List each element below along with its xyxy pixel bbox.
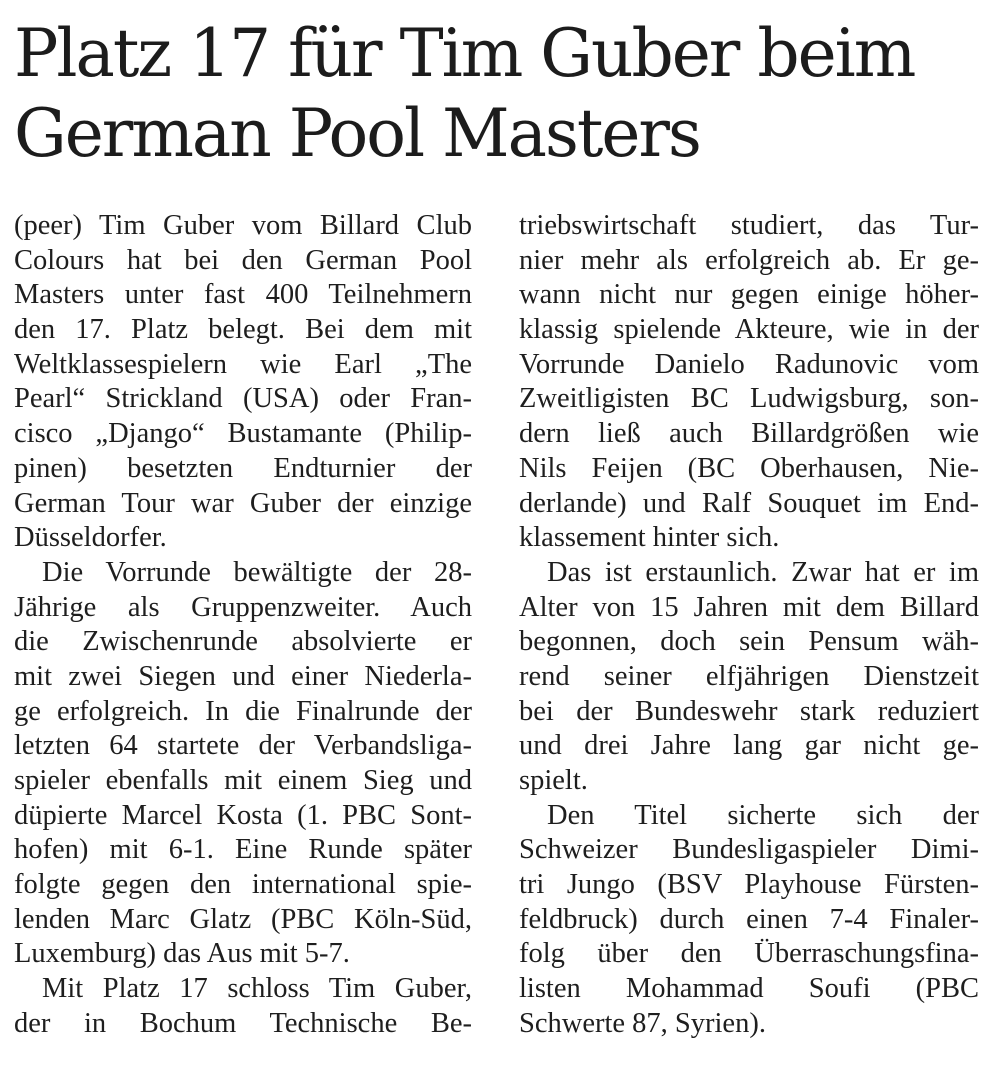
- text-line: Colours hat bei den German Pool: [14, 244, 472, 276]
- headline-line-2: German Pool Masters: [14, 95, 700, 172]
- text-line: Masters unter fast 400 Teilnehmern: [14, 279, 472, 311]
- headline-line-1: Platz 17 für Tim Guber beim: [14, 15, 915, 92]
- text-line: Den Titel sicherte sich der: [547, 799, 979, 831]
- text-line: Vorrunde Danielo Radunovic vom: [519, 348, 979, 380]
- text-line: bei der Bundeswehr stark reduziert: [519, 695, 979, 727]
- text-line: düpierte Marcel Kosta (1. PBC Sont-: [14, 799, 472, 831]
- text-line: nier mehr als erfolgreich ab. Er ge-: [519, 244, 979, 276]
- text-line: Das ist erstaunlich. Zwar hat er im: [547, 556, 979, 588]
- text-line: wann nicht nur gegen einige höher-: [519, 279, 979, 311]
- text-line: Pearl“ Strickland (USA) oder Fran-: [14, 383, 472, 415]
- text-line: Schweizer Bundesligaspieler Dimi-: [519, 834, 979, 866]
- text-line: den 17. Platz belegt. Bei dem mit: [14, 314, 472, 346]
- text-line: Zweitligisten BC Ludwigsburg, son-: [519, 383, 979, 415]
- text-line: Weltklassespielern wie Earl „The: [14, 348, 472, 380]
- text-line: und drei Jahre lang gar nicht ge-: [519, 730, 979, 762]
- text-line: pinen) besetzten Endturnier der: [14, 452, 472, 484]
- text-line: die Zwischenrunde absolvierte er: [14, 626, 472, 658]
- text-line: listen Mohammad Soufi (PBC: [519, 973, 979, 1005]
- text-line: Luxemburg) das Aus mit 5-7.: [14, 938, 350, 970]
- text-line: feldbruck) durch einen 7-4 Finaler-: [519, 903, 979, 935]
- text-line: Schwerte 87, Syrien).: [519, 1007, 766, 1039]
- text-line: spieler ebenfalls mit einem Sieg und: [14, 765, 472, 796]
- text-line: begonnen, doch sein Pensum wäh-: [519, 626, 979, 658]
- text-line: folg über den Überraschungsfina-: [519, 938, 979, 970]
- text-line: German Tour war Guber der einzige: [14, 487, 472, 519]
- text-line: Mit Platz 17 schloss Tim Guber,: [42, 973, 472, 1005]
- text-line: Nils Feijen (BC Oberhausen, Nie-: [519, 452, 979, 484]
- text-line: hofen) mit 6-1. Eine Runde später: [14, 834, 472, 866]
- text-line: folgte gegen den international spie-: [14, 869, 472, 901]
- text-line: derlande) und Ralf Souquet im End-: [519, 487, 979, 519]
- article-headline: [14, 14, 989, 174]
- text-line: rend seiner elfjährigen Dienstzeit: [519, 660, 979, 692]
- article-column-left: [14, 209, 472, 1042]
- text-line: (peer) Tim Guber vom Billard Club: [14, 210, 472, 241]
- text-line: mit zwei Siegen und einer Niederla-: [14, 660, 472, 692]
- article-column-right: [519, 209, 979, 1042]
- text-line: ge erfolgreich. In die Finalrunde der: [14, 695, 472, 727]
- text-line: Jährige als Gruppenzweiter. Auch: [14, 591, 472, 623]
- text-line: der in Bochum Technische Be-: [14, 1007, 472, 1039]
- text-line: klassig spielende Akteure, wie in der: [519, 314, 979, 346]
- text-line: triebswirtschaft studiert, das Tur-: [519, 210, 979, 241]
- text-line: cisco „Django“ Bustamante (Philip-: [14, 418, 472, 450]
- text-line: Die Vorrunde bewältigte der 28-: [42, 556, 472, 588]
- text-line: klassement hinter sich.: [519, 522, 780, 554]
- text-line: letzten 64 startete der Verbandsliga-: [14, 730, 472, 762]
- text-line: tri Jungo (BSV Playhouse Fürsten-: [519, 869, 979, 901]
- text-line: spielt.: [519, 765, 588, 796]
- text-line: lenden Marc Glatz (PBC Köln-Süd,: [14, 903, 472, 935]
- text-line: Alter von 15 Jahren mit dem Billard: [519, 591, 979, 623]
- text-line: dern ließ auch Billardgrößen wie: [519, 418, 979, 450]
- text-line: Düsseldorfer.: [14, 522, 167, 554]
